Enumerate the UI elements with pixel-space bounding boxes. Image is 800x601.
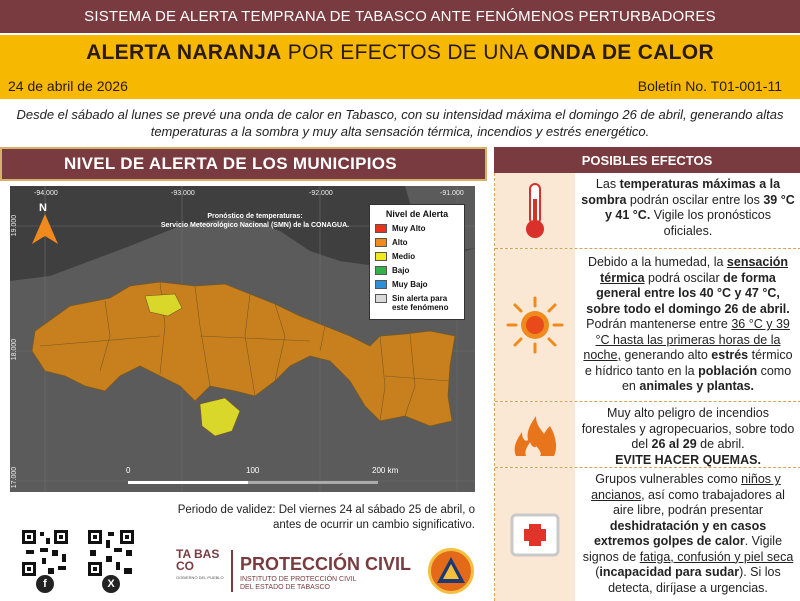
- legend-items: [375, 224, 459, 312]
- effect-fires-text: Muy alto peligro de incendios forestales y agropecuarios, sobre todo del 26 al 29 de abril. EVITE HACER QUEMAS.: [581, 406, 795, 467]
- municipalities-map: [10, 186, 475, 492]
- forecast-line-1: Pronóstico de temperaturas:: [207, 213, 303, 220]
- lon-label: -92.000: [309, 190, 333, 197]
- first-aid-icon: [495, 468, 575, 601]
- legend-label: Sin alerta para este fenómeno: [392, 294, 449, 312]
- effect-temperature-text: Las temperaturas máximas a la sombra podrán oscilar entre los 39 °C y 41 °C. Vigile los pronósticos oficiales.: [581, 177, 795, 238]
- alert-headline: [0, 41, 800, 65]
- effects-heading: [494, 147, 800, 173]
- lat-label: 19.000: [11, 214, 19, 237]
- effect-heat-index-text: Debido a la humedad, la sensación térmica podrá oscilar de forma general entre los 40 °C y 47 °C, sobre todo el domingo 26 de abril. Podrán mantenerse entre 36 °C y 39 °C hasta las primeras horas de la noche, generando alto estrés térmico e hídrico tanto en la población como en animales y plantas.: [583, 255, 793, 393]
- intro-text: Desde el sábado al lunes se prevé una onda de calor en Tabasco, con su intensidad máxima el domingo 26 de abril, generando altas temperaturas a la sombra y muy alta sensación térmica, incendios y estrés energético.: [16, 107, 784, 139]
- legend-title: Nivel de Alerta: [385, 209, 449, 219]
- alert-phenomenon-text: ONDA DE CALOR: [533, 41, 714, 64]
- legend-item: [375, 266, 459, 275]
- effect-health-text: Grupos vulnerables como niños y ancianos, así como trabajadores al aire libre, podrán presentar deshidratación y en casos extremos golpes de calor. Vigile signos de fatiga, confusión y piel seca (incapacidad para sudar). Si los detecta, diríjase a urgencias.: [582, 472, 794, 595]
- north-arrow-shape: [30, 214, 60, 246]
- effect-temperature: [495, 173, 800, 249]
- legend-swatch: [375, 280, 387, 289]
- lat-label: 17.000: [11, 466, 19, 489]
- thermometer-icon: [495, 173, 575, 248]
- lon-label: -93.000: [171, 190, 195, 197]
- legend-item: [375, 252, 459, 261]
- legend-item: [375, 224, 459, 233]
- legend-item: [375, 238, 459, 247]
- validity-period: Periodo de validez: Del viernes 24 al sábado 25 de abril, o antes de ocurrir un cambio significativo.: [177, 504, 475, 531]
- x-qr-code[interactable]: [86, 528, 136, 578]
- scale-label: 200 km: [372, 466, 399, 475]
- legend-label: Medio: [392, 252, 416, 261]
- scale-label: 100: [246, 466, 260, 475]
- scale-label: 0: [126, 466, 131, 475]
- proteccion-civil-subtitle: INSTITUTO DE PROTECCIÓN CIVIL DEL ESTADO DE TABASCO: [240, 576, 357, 591]
- legend-item: [375, 294, 459, 312]
- sun-icon: [495, 249, 575, 401]
- north-arrow-icon: [30, 202, 60, 246]
- lat-label: 18.000: [11, 338, 19, 361]
- map-legend: [369, 204, 465, 320]
- legend-swatch: [375, 252, 387, 261]
- lon-label: -91.000: [440, 190, 464, 197]
- alert-level-heading: [0, 147, 487, 181]
- proteccion-civil-title: PROTECCIÓN CIVIL: [240, 554, 412, 574]
- legend-swatch: [375, 224, 387, 233]
- effect-fires: [495, 402, 800, 468]
- effects-panel: [494, 173, 800, 601]
- north-label: N: [39, 202, 47, 214]
- alert-level-title: NIVEL DE ALERTA DE LOS MUNICIPIOS: [64, 154, 397, 173]
- effect-health: [495, 468, 800, 601]
- footer-divider: [231, 550, 233, 592]
- legend-label: Bajo: [392, 266, 410, 275]
- legend-swatch: [375, 266, 387, 275]
- bulletin-number: Boletín No. T01-001-11: [637, 78, 782, 94]
- legend-label: Alto: [392, 238, 408, 247]
- x-icon[interactable]: X: [102, 575, 120, 593]
- system-title: SISTEMA DE ALERTA TEMPRANA DE TABASCO ANTE FENÓMENOS PERTURBADORES: [84, 8, 716, 25]
- tabasco-logo-text: TA BAS CO: [176, 547, 220, 573]
- facebook-icon[interactable]: f: [36, 575, 54, 593]
- tabasco-logo: [176, 548, 224, 584]
- forecast-source: [140, 212, 370, 230]
- effects-title: POSIBLES EFECTOS: [581, 152, 713, 168]
- alert-mid-text: POR EFECTOS DE UNA: [281, 41, 534, 64]
- legend-item: [375, 280, 459, 289]
- effect-heat-index: [495, 249, 800, 402]
- proteccion-civil-badge-icon: [428, 548, 474, 594]
- legend-label: Muy Alto: [392, 224, 426, 233]
- scale-bar: [128, 481, 378, 484]
- system-title-bar: [0, 0, 800, 33]
- legend-swatch: [375, 238, 387, 247]
- tabasco-logo-sub: GOBIERNO DEL PUEBLO: [176, 575, 224, 580]
- forecast-line-2: Servicio Meteorológico Nacional (SMN) de la CONAGUA.: [160, 222, 350, 229]
- bulletin-date: 24 de abril de 2026: [8, 78, 128, 94]
- fire-icon: [495, 402, 575, 467]
- lon-label: -94.000: [34, 190, 58, 197]
- legend-label: Muy Bajo: [392, 280, 428, 289]
- legend-swatch: [375, 294, 387, 303]
- facebook-qr-code[interactable]: [20, 528, 70, 578]
- alert-level-text: ALERTA NARANJA: [86, 41, 282, 64]
